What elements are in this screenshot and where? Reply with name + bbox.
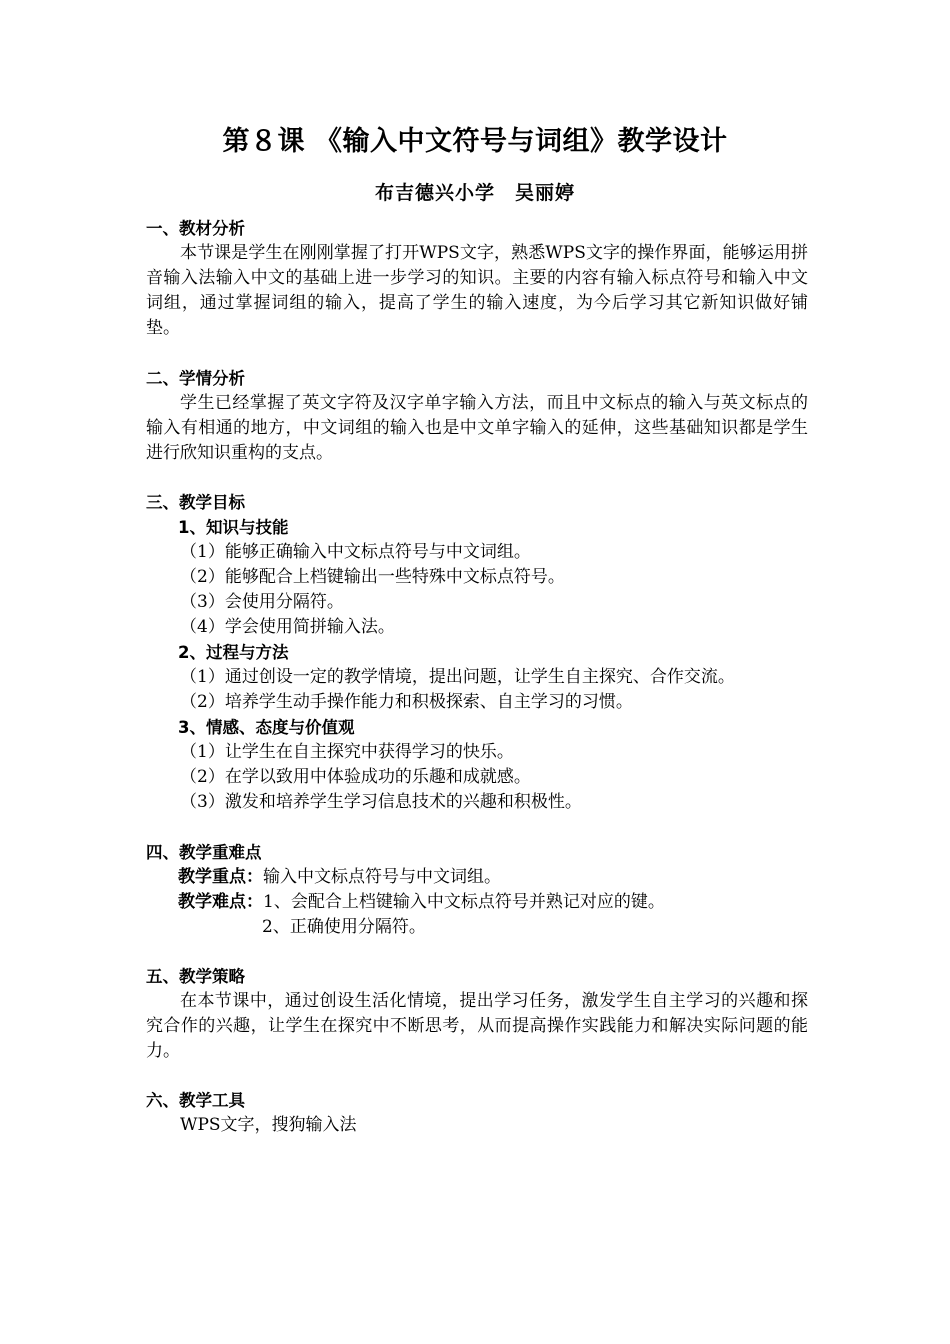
goal-title-process-methods: 2、过程与方法 <box>178 643 289 662</box>
goal-item: （3）激发和培养学生学习信息技术的兴趣和积极性。 <box>180 792 582 812</box>
section-heading-teaching-tools: 六、教学工具 <box>146 1091 245 1110</box>
section-heading-learner-analysis: 二、学情分析 <box>146 369 245 388</box>
document-subtitle: 布吉德兴小学 吴丽婷 <box>374 182 575 204</box>
goal-item: （1）让学生在自主探究中获得学习的快乐。 <box>180 742 514 762</box>
document-title: 第８课 《输入中文符号与词组》教学设计 <box>222 126 728 157</box>
goal-item: （2）能够配合上档键输出一些特殊中文标点符号。 <box>180 567 565 587</box>
goal-item: （4）学会使用简拼输入法。 <box>180 617 395 637</box>
goal-item: （1）能够正确输入中文标点符号与中文词组。 <box>180 542 531 562</box>
teaching-tools-text: WPS文字，搜狗输入法 <box>180 1115 357 1135</box>
goal-item: （1）通过创设一定的教学情境，提出问题，让学生自主探究、合作交流。 <box>180 667 735 687</box>
difficulty-line <box>178 890 665 915</box>
difficulty-label: 教学难点： <box>178 892 263 912</box>
goal-title-emotion-attitude: 3、情感、态度与价值观 <box>178 718 355 737</box>
section-heading-textbook-analysis: 一、教材分析 <box>146 219 245 238</box>
key-point-line <box>178 865 501 890</box>
section-heading-teaching-goals: 三、教学目标 <box>146 493 245 512</box>
goal-item: （3）会使用分隔符。 <box>180 592 344 612</box>
key-point-text: 输入中文标点符号与中文词组。 <box>263 867 501 887</box>
difficulty-item: 2、正确使用分隔符。 <box>262 917 426 937</box>
difficulty-item: 1、会配合上档键输入中文标点符号并熟记对应的键。 <box>263 892 665 912</box>
section-paragraph-textbook-analysis: 本节课是学生在刚刚掌握了打开WPS文字，熟悉WPS文字的操作界面，能够运用拼音输入法输入中文的基础上进一步学习的知识。主要的内容有输入标点符号和输入中文词组，通过掌握词组的输入，提高了学生的输入速度，为今后学习其它新知识做好铺垫。 <box>146 243 808 338</box>
goal-item: （2）在学以致用中体验成功的乐趣和成就感。 <box>180 767 531 787</box>
goal-item: （2）培养学生动手操作能力和积极探索、自主学习的习惯。 <box>180 692 633 712</box>
section-heading-key-difficult-points: 四、教学重难点 <box>146 843 262 862</box>
section-paragraph-teaching-strategy: 在本节课中，通过创设生活化情境，提出学习任务，激发学生自主学习的兴趣和探究合作的兴趣，让学生在探究中不断思考，从而提高操作实践能力和解决实际问题的能力。 <box>146 991 808 1061</box>
key-point-label: 教学重点： <box>178 867 263 887</box>
section-heading-teaching-strategy: 五、教学策略 <box>146 967 245 986</box>
section-paragraph-learner-analysis: 学生已经掌握了英文字符及汉字单字输入方法，而且中文标点的输入与英文标点的输入有相通的地方，中文词组的输入也是中文单字输入的延伸，这些基础知识都是学生进行欣知识重构的支点。 <box>146 393 808 463</box>
goal-title-knowledge-skills: 1、知识与技能 <box>178 518 289 537</box>
